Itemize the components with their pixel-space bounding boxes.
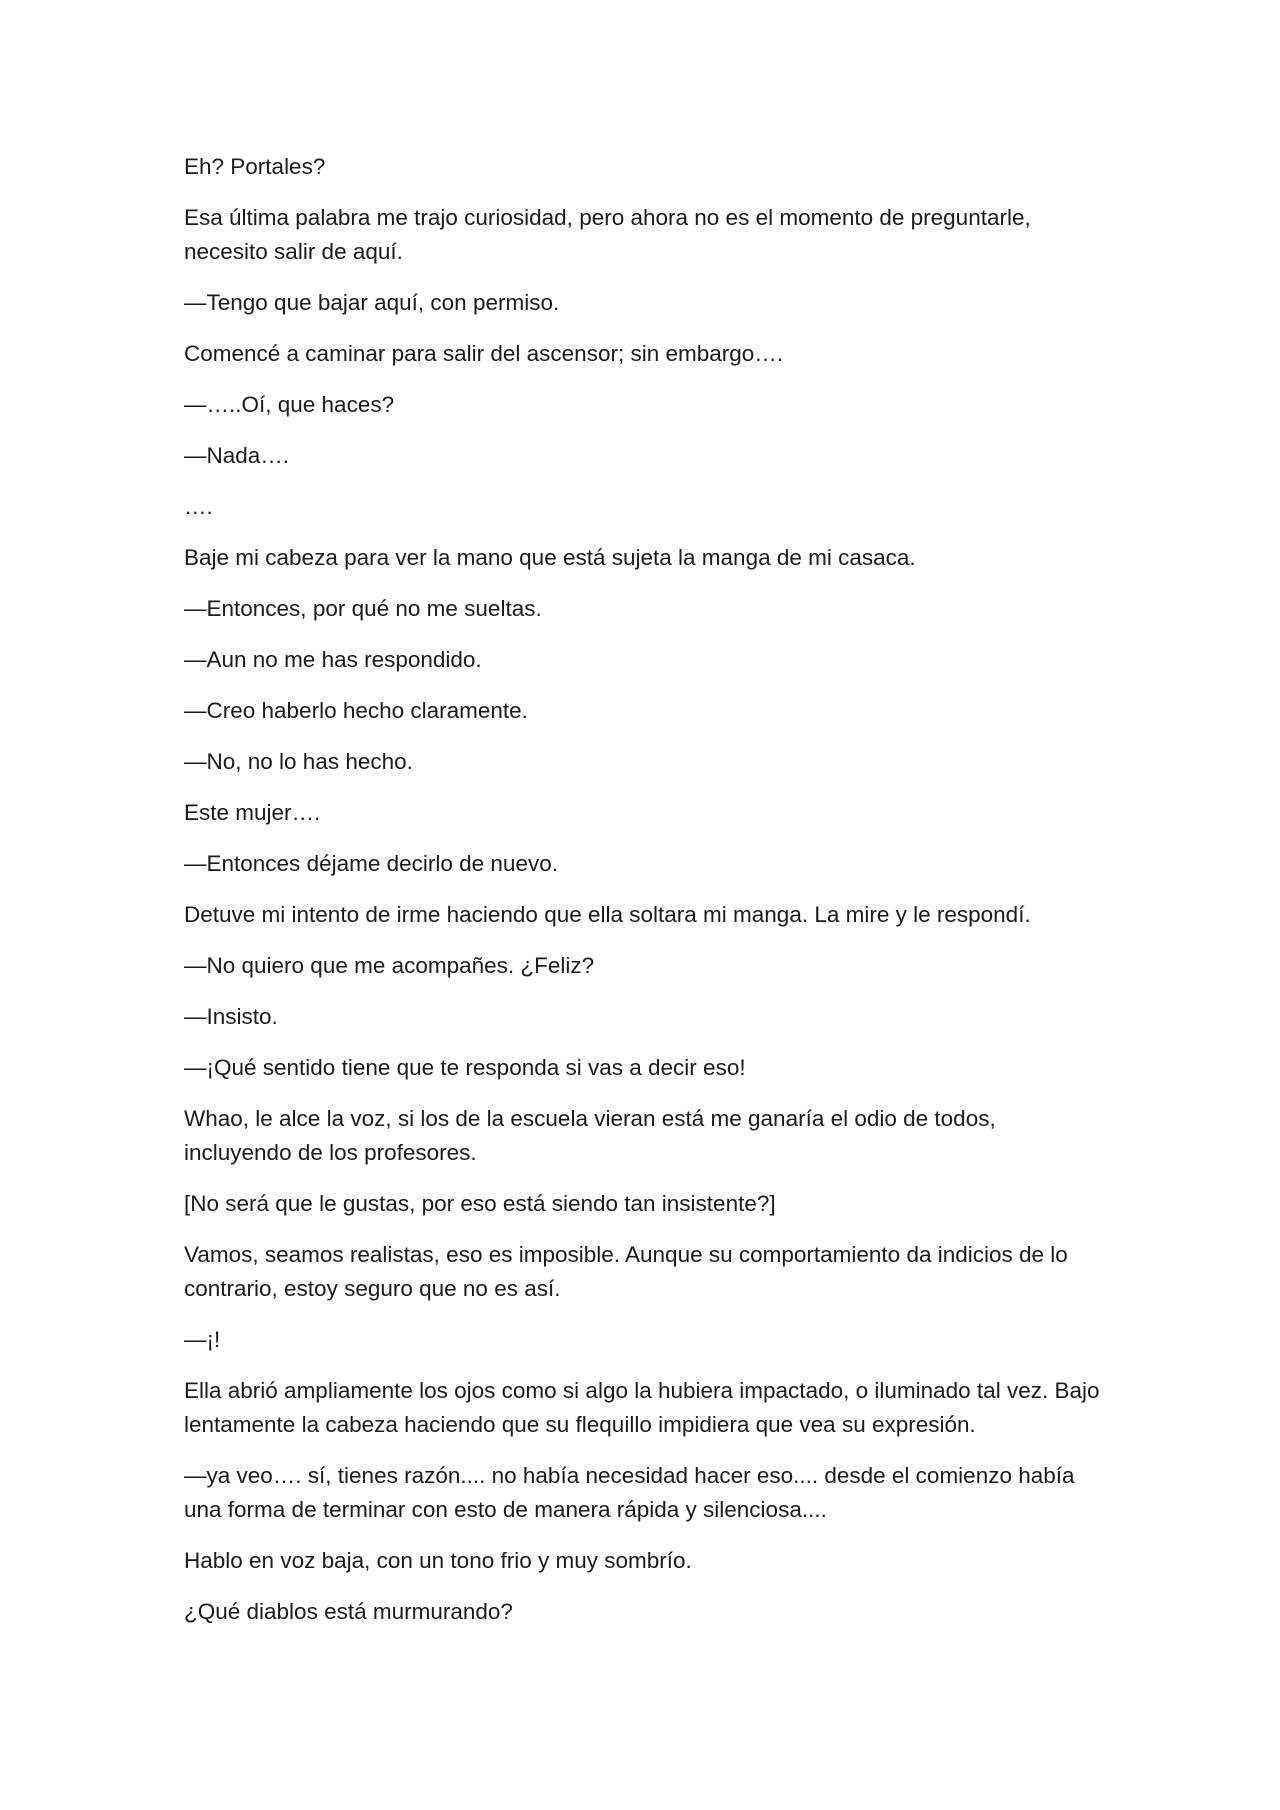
paragraph: —¡Qué sentido tiene que te responda si vas a decir eso! (184, 1055, 746, 1080)
paragraph: ¿Qué diablos está murmurando? (184, 1599, 513, 1624)
paragraph: Ella abrió ampliamente los ojos como si algo la hubiera impactado, o iluminado tal vez. Bajo lentamente la cabeza haciendo que su flequillo impidiera que vea su expresión. (184, 1378, 1100, 1437)
paragraph: —Entonces déjame decirlo de nuevo. (184, 851, 558, 876)
paragraph: Detuve mi intento de irme haciendo que ella soltara mi manga. La mire y le respondí. (184, 902, 1031, 927)
paragraph: Comencé a caminar para salir del ascensor; sin embargo…. (184, 341, 784, 366)
paragraph: Eh? Portales? (184, 154, 326, 179)
paragraph: —¡! (184, 1327, 221, 1352)
paragraph: —Creo haberlo hecho claramente. (184, 698, 528, 723)
paragraph: —…..Oí, que haces? (184, 392, 395, 417)
document-body (184, 150, 1104, 1646)
paragraph: —Tengo que bajar aquí, con permiso. (184, 290, 560, 315)
paragraph: —Insisto. (184, 1004, 278, 1029)
paragraph: —No quiero que me acompañes. ¿Feliz? (184, 953, 595, 978)
paragraph: —Aun no me has respondido. (184, 647, 482, 672)
paragraph: …. (184, 494, 213, 519)
paragraph: Hablo en voz baja, con un tono frio y muy sombrío. (184, 1548, 692, 1573)
paragraph: Este mujer…. (184, 800, 321, 825)
paragraph: —No, no lo has hecho. (184, 749, 413, 774)
paragraph: Vamos, seamos realistas, eso es imposible. Aunque su comportamiento da indicios de lo contrario, estoy seguro que no es así. (184, 1242, 1068, 1301)
paragraph: Baje mi cabeza para ver la mano que está sujeta la manga de mi casaca. (184, 545, 916, 570)
paragraph: —ya veo…. sí, tienes razón.... no había necesidad hacer eso.... desde el comienzo había una forma de terminar con esto de manera rápida y silenciosa.... (184, 1463, 1075, 1522)
paragraph: Esa última palabra me trajo curiosidad, pero ahora no es el momento de preguntarle, necesito salir de aquí. (184, 205, 1031, 264)
paragraph: —Entonces, por qué no me sueltas. (184, 596, 542, 621)
paragraph: —Nada…. (184, 443, 290, 468)
paragraph: Whao, le alce la voz, si los de la escuela vieran está me ganaría el odio de todos, incluyendo de los profesores. (184, 1106, 996, 1165)
paragraph: [No será que le gustas, por eso está siendo tan insistente?] (184, 1191, 776, 1216)
